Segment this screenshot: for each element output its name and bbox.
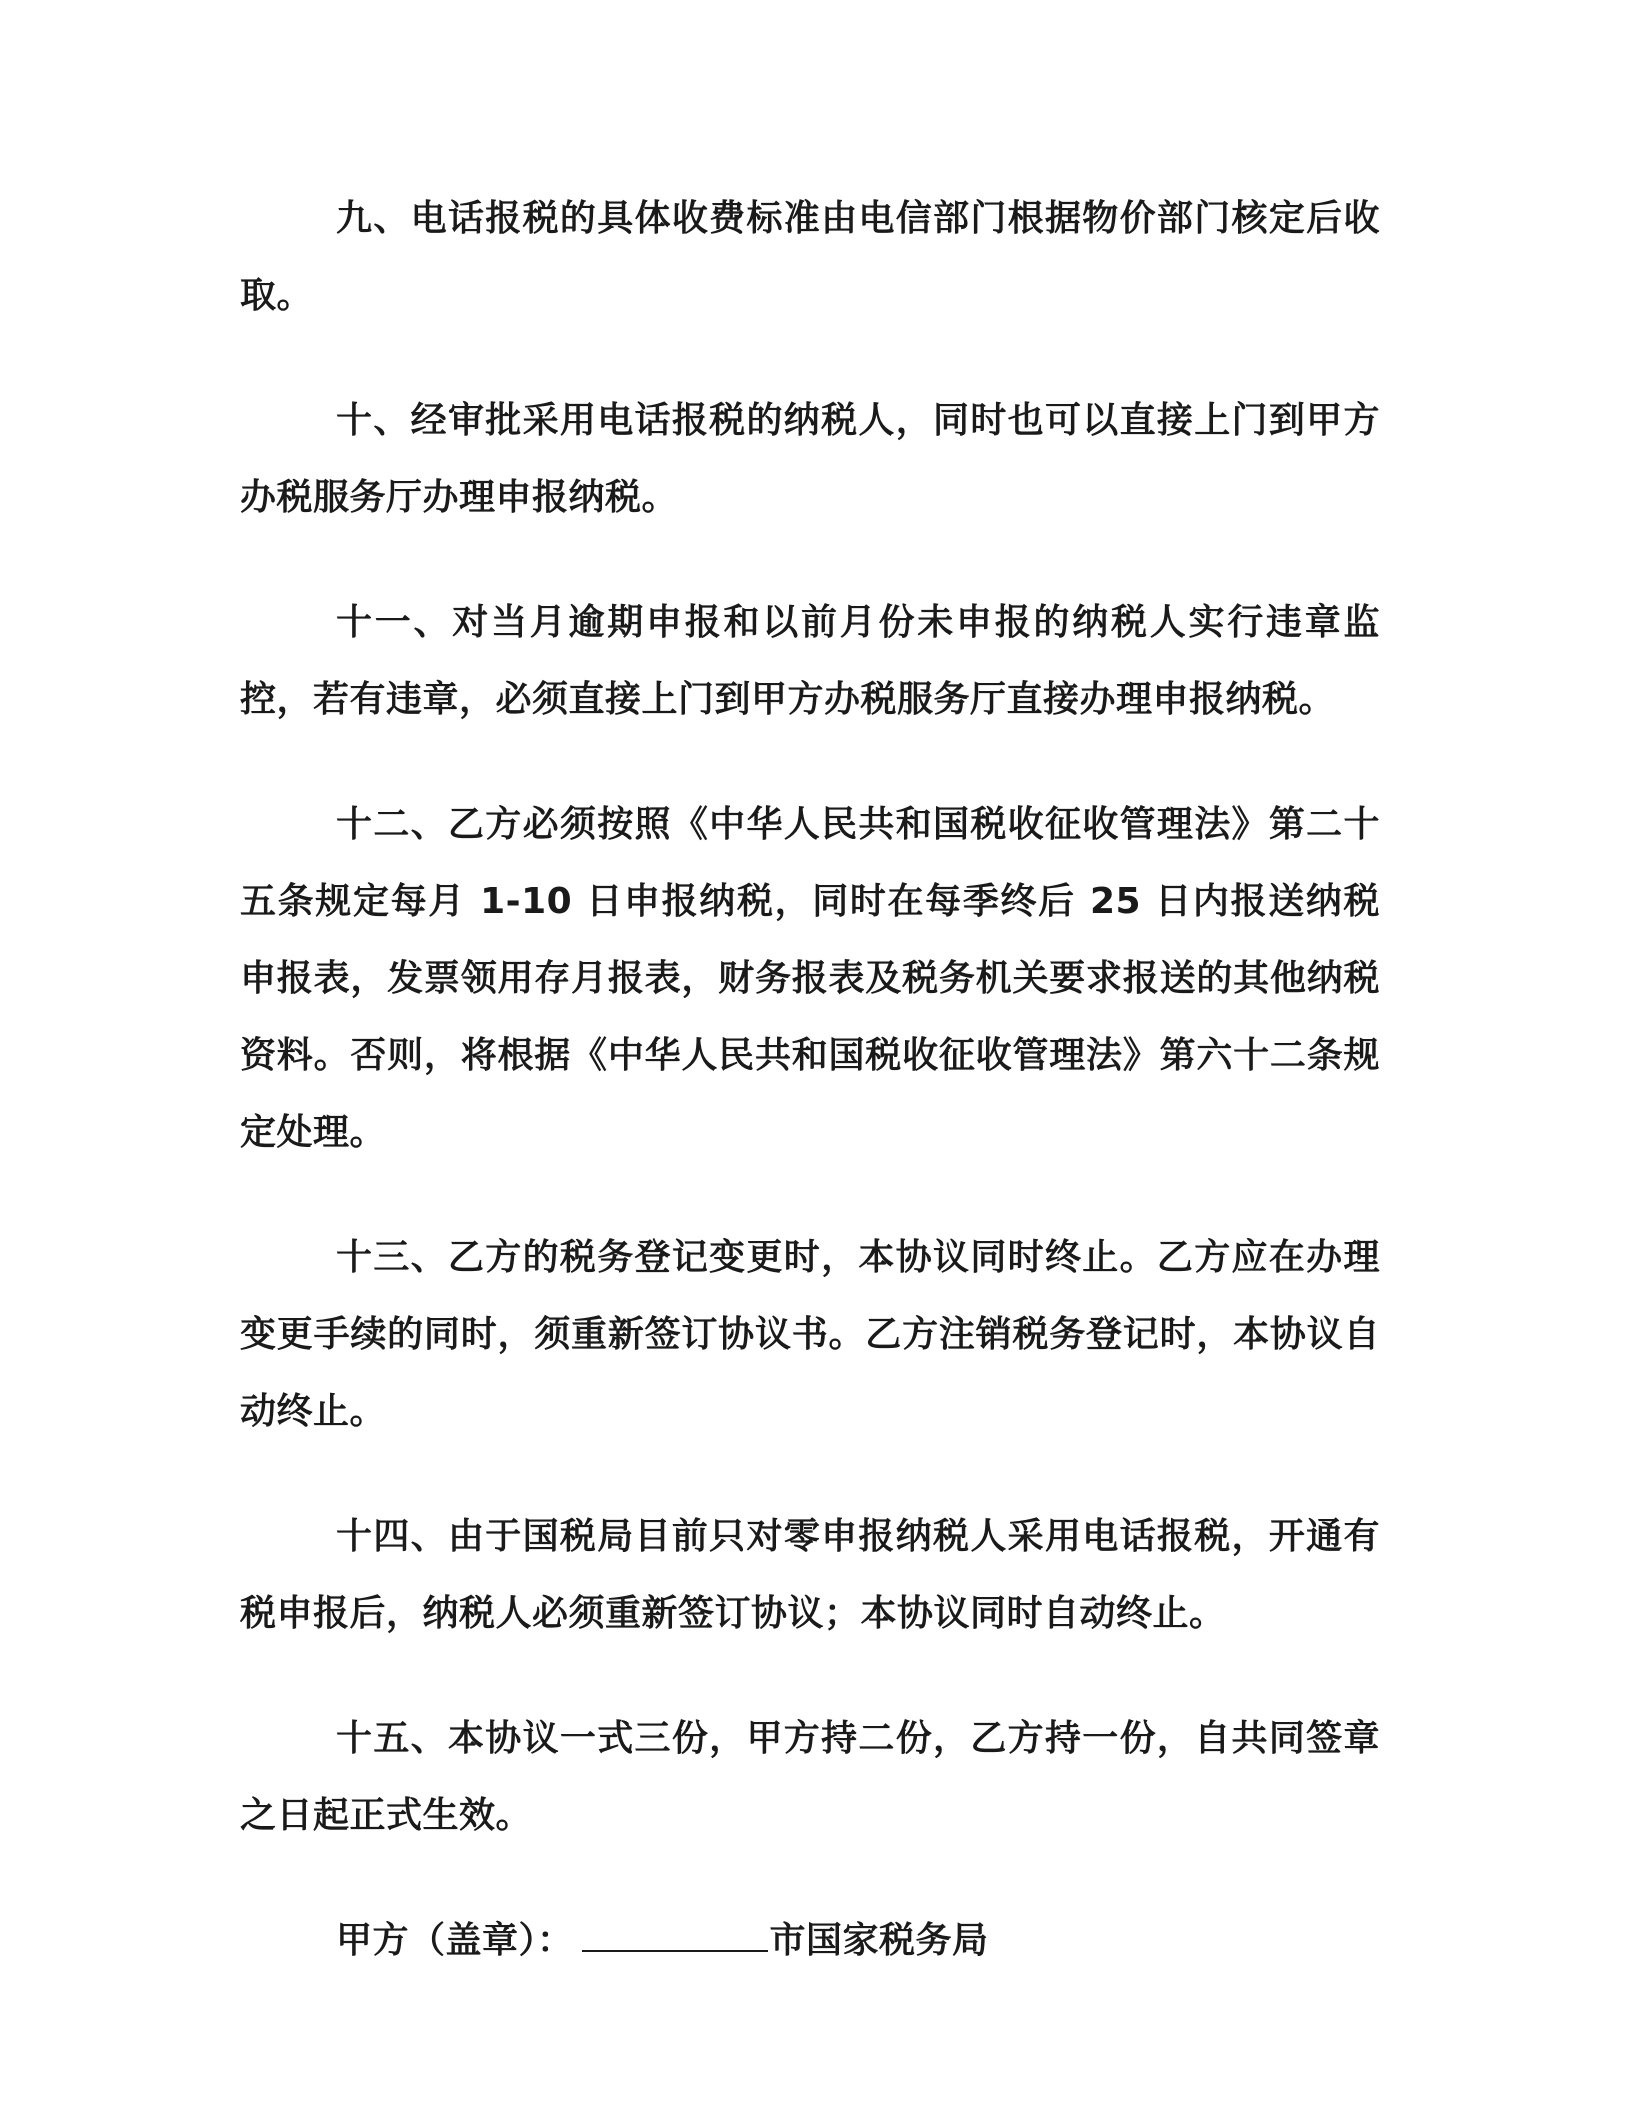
clause-13: 十三、乙方的税务登记变更时，本协议同时终止。乙方应在办理变更手续的同时，须重新签订协议书。乙方注销税务登记时，本协议自动终止。 (240, 1237, 1380, 1432)
clause-9: 九、电话报税的具体收费标准由电信部门根据物价部门核定后收取。 (240, 198, 1380, 316)
document-body (240, 180, 1380, 1979)
clause-12: 十二、乙方必须按照《中华人民共和国税收征收管理法》第二十五条规定每月 1-10 日申报纳税，同时在每季终后 25 日内报送纳税申报表，发票领用存月报表，财务报表及税务机关要求报送的其他纳税资料。否则，将根据《中华人民共和国税收征收管理法》第六十二条规定处理。 (240, 804, 1380, 1153)
party-a-organization: 市国家税务局 (769, 1920, 989, 1961)
clause-14: 十四、由于国税局目前只对零申报纳税人采用电话报税，开通有税申报后，纳税人必须重新签订协议；本协议同时自动终止。 (240, 1516, 1380, 1634)
signature-blank (582, 1914, 768, 1952)
clause-10: 十、经审批采用电话报税的纳税人，同时也可以直接上门到甲方办税服务厅办理申报纳税。 (240, 400, 1380, 518)
clause-15: 十五、本协议一式三份，甲方持二份，乙方持一份，自共同签章之日起正式生效。 (240, 1718, 1380, 1836)
party-a-label: 甲方（盖章）： (336, 1920, 574, 1961)
party-a-signature-line (240, 1902, 1380, 1979)
clause-11: 十一、对当月逾期申报和以前月份未申报的纳税人实行违章监控，若有违章，必须直接上门到甲方办税服务厅直接办理申报纳税。 (240, 602, 1380, 720)
